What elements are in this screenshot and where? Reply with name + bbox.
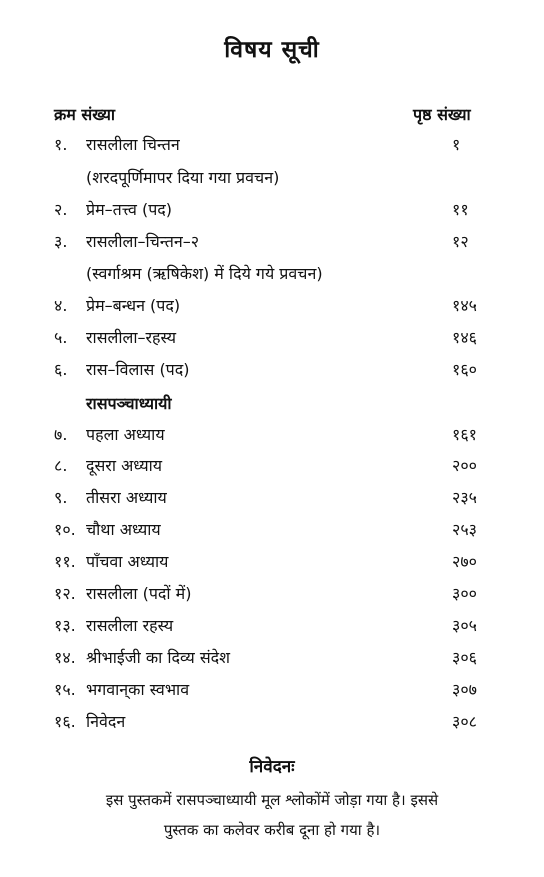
toc-page: २०० <box>452 456 477 475</box>
toc-row <box>0 452 544 480</box>
toc-number: १५. <box>54 680 76 699</box>
toc-label: दूसरा अध्याय <box>86 456 163 475</box>
toc-number: १०. <box>54 520 76 539</box>
toc-row <box>0 708 544 736</box>
toc-page: १ <box>452 135 461 154</box>
toc-number: ३. <box>54 232 68 251</box>
toc-row <box>0 548 544 576</box>
toc-row <box>0 580 544 608</box>
toc-page: ११ <box>452 200 469 219</box>
toc-number: १२. <box>54 584 76 603</box>
toc-label: रासलीला रहस्य <box>86 616 174 635</box>
toc-label: तीसरा अध्याय <box>86 488 167 507</box>
toc-label: श्रीभाईजी का दिव्य संदेश <box>86 648 231 667</box>
toc-row <box>0 131 544 159</box>
toc-number: ६. <box>54 360 68 379</box>
toc-page: ३०६ <box>452 648 477 667</box>
toc-page: ३०७ <box>452 680 477 699</box>
toc-row <box>0 516 544 544</box>
toc-label: निवेदन <box>86 712 126 731</box>
serial-number-header: क्रम संख्या <box>54 105 116 124</box>
note-text-line-2: पुस्तक का कलेवर करीब दूना हो गया है। <box>163 821 381 839</box>
toc-label: प्रेम–तत्त्व (पद) <box>86 200 173 219</box>
toc-number: १. <box>54 135 68 154</box>
toc-number: १६. <box>54 712 76 731</box>
note-heading: निवेदनः <box>249 757 295 777</box>
toc-page: १६१ <box>452 425 477 444</box>
toc-number: ११. <box>54 552 76 571</box>
toc-page: १२ <box>452 232 469 251</box>
section-heading: रासपञ्चाध्यायी <box>86 394 172 413</box>
toc-number: १४. <box>54 648 76 667</box>
toc-row <box>0 421 544 449</box>
toc-row <box>0 356 544 384</box>
page-title: विषय सूची <box>224 37 320 63</box>
toc-label: पहला अध्याय <box>86 425 165 444</box>
toc-subnote: (स्वर्गाश्रम (ऋषिकेश) में दिये गये प्रवचन) <box>86 264 323 283</box>
toc-label: रासलीला (पदों में) <box>86 584 192 603</box>
toc-number: २. <box>54 200 68 219</box>
toc-number: १३. <box>54 616 76 635</box>
toc-label: रासलीला चिन्तन <box>86 135 180 154</box>
toc-page: ३०५ <box>452 616 477 635</box>
toc-page: १४५ <box>452 296 477 315</box>
toc-number: ८. <box>54 456 68 475</box>
toc-page: १४६ <box>452 328 477 347</box>
toc-row <box>0 324 544 352</box>
toc-subnote: (शरदपूर्णिमापर दिया गया प्रवचन) <box>86 168 280 187</box>
toc-label: भगवान्‌का स्वभाव <box>86 680 190 699</box>
toc-row <box>0 644 544 672</box>
toc-row <box>0 228 544 256</box>
toc-label: रास–विलास (पद) <box>86 360 190 379</box>
toc-label: रासलीला–रहस्य <box>86 328 177 347</box>
toc-row <box>0 676 544 704</box>
toc-page: ३०८ <box>452 712 477 731</box>
toc-number: ९. <box>54 488 68 507</box>
toc-row <box>0 612 544 640</box>
toc-row <box>0 292 544 320</box>
toc-row <box>0 196 544 224</box>
toc-page: २५३ <box>452 520 477 539</box>
toc-number: ७. <box>54 425 68 444</box>
note-text-line-1: इस पुस्तकमें रासपञ्चाध्यायी मूल श्लोकोंमें जोड़ा गया है। इससे <box>105 791 439 809</box>
toc-number: ५. <box>54 328 68 347</box>
toc-row <box>0 484 544 512</box>
toc-label: पाँचवा अध्याय <box>86 552 169 571</box>
toc-page: १६० <box>452 360 477 379</box>
toc-label: प्रेम–बन्धन (पद) <box>86 296 181 315</box>
toc-label: चौथा अध्याय <box>86 520 161 539</box>
page-number-header: पृष्ठ संख्या <box>413 105 471 124</box>
toc-page: २७० <box>452 552 477 571</box>
toc-page: २३५ <box>452 488 477 507</box>
toc-label: रासलीला–चिन्तन–२ <box>86 232 200 251</box>
toc-number: ४. <box>54 296 68 315</box>
toc-page: ३०० <box>452 584 477 603</box>
